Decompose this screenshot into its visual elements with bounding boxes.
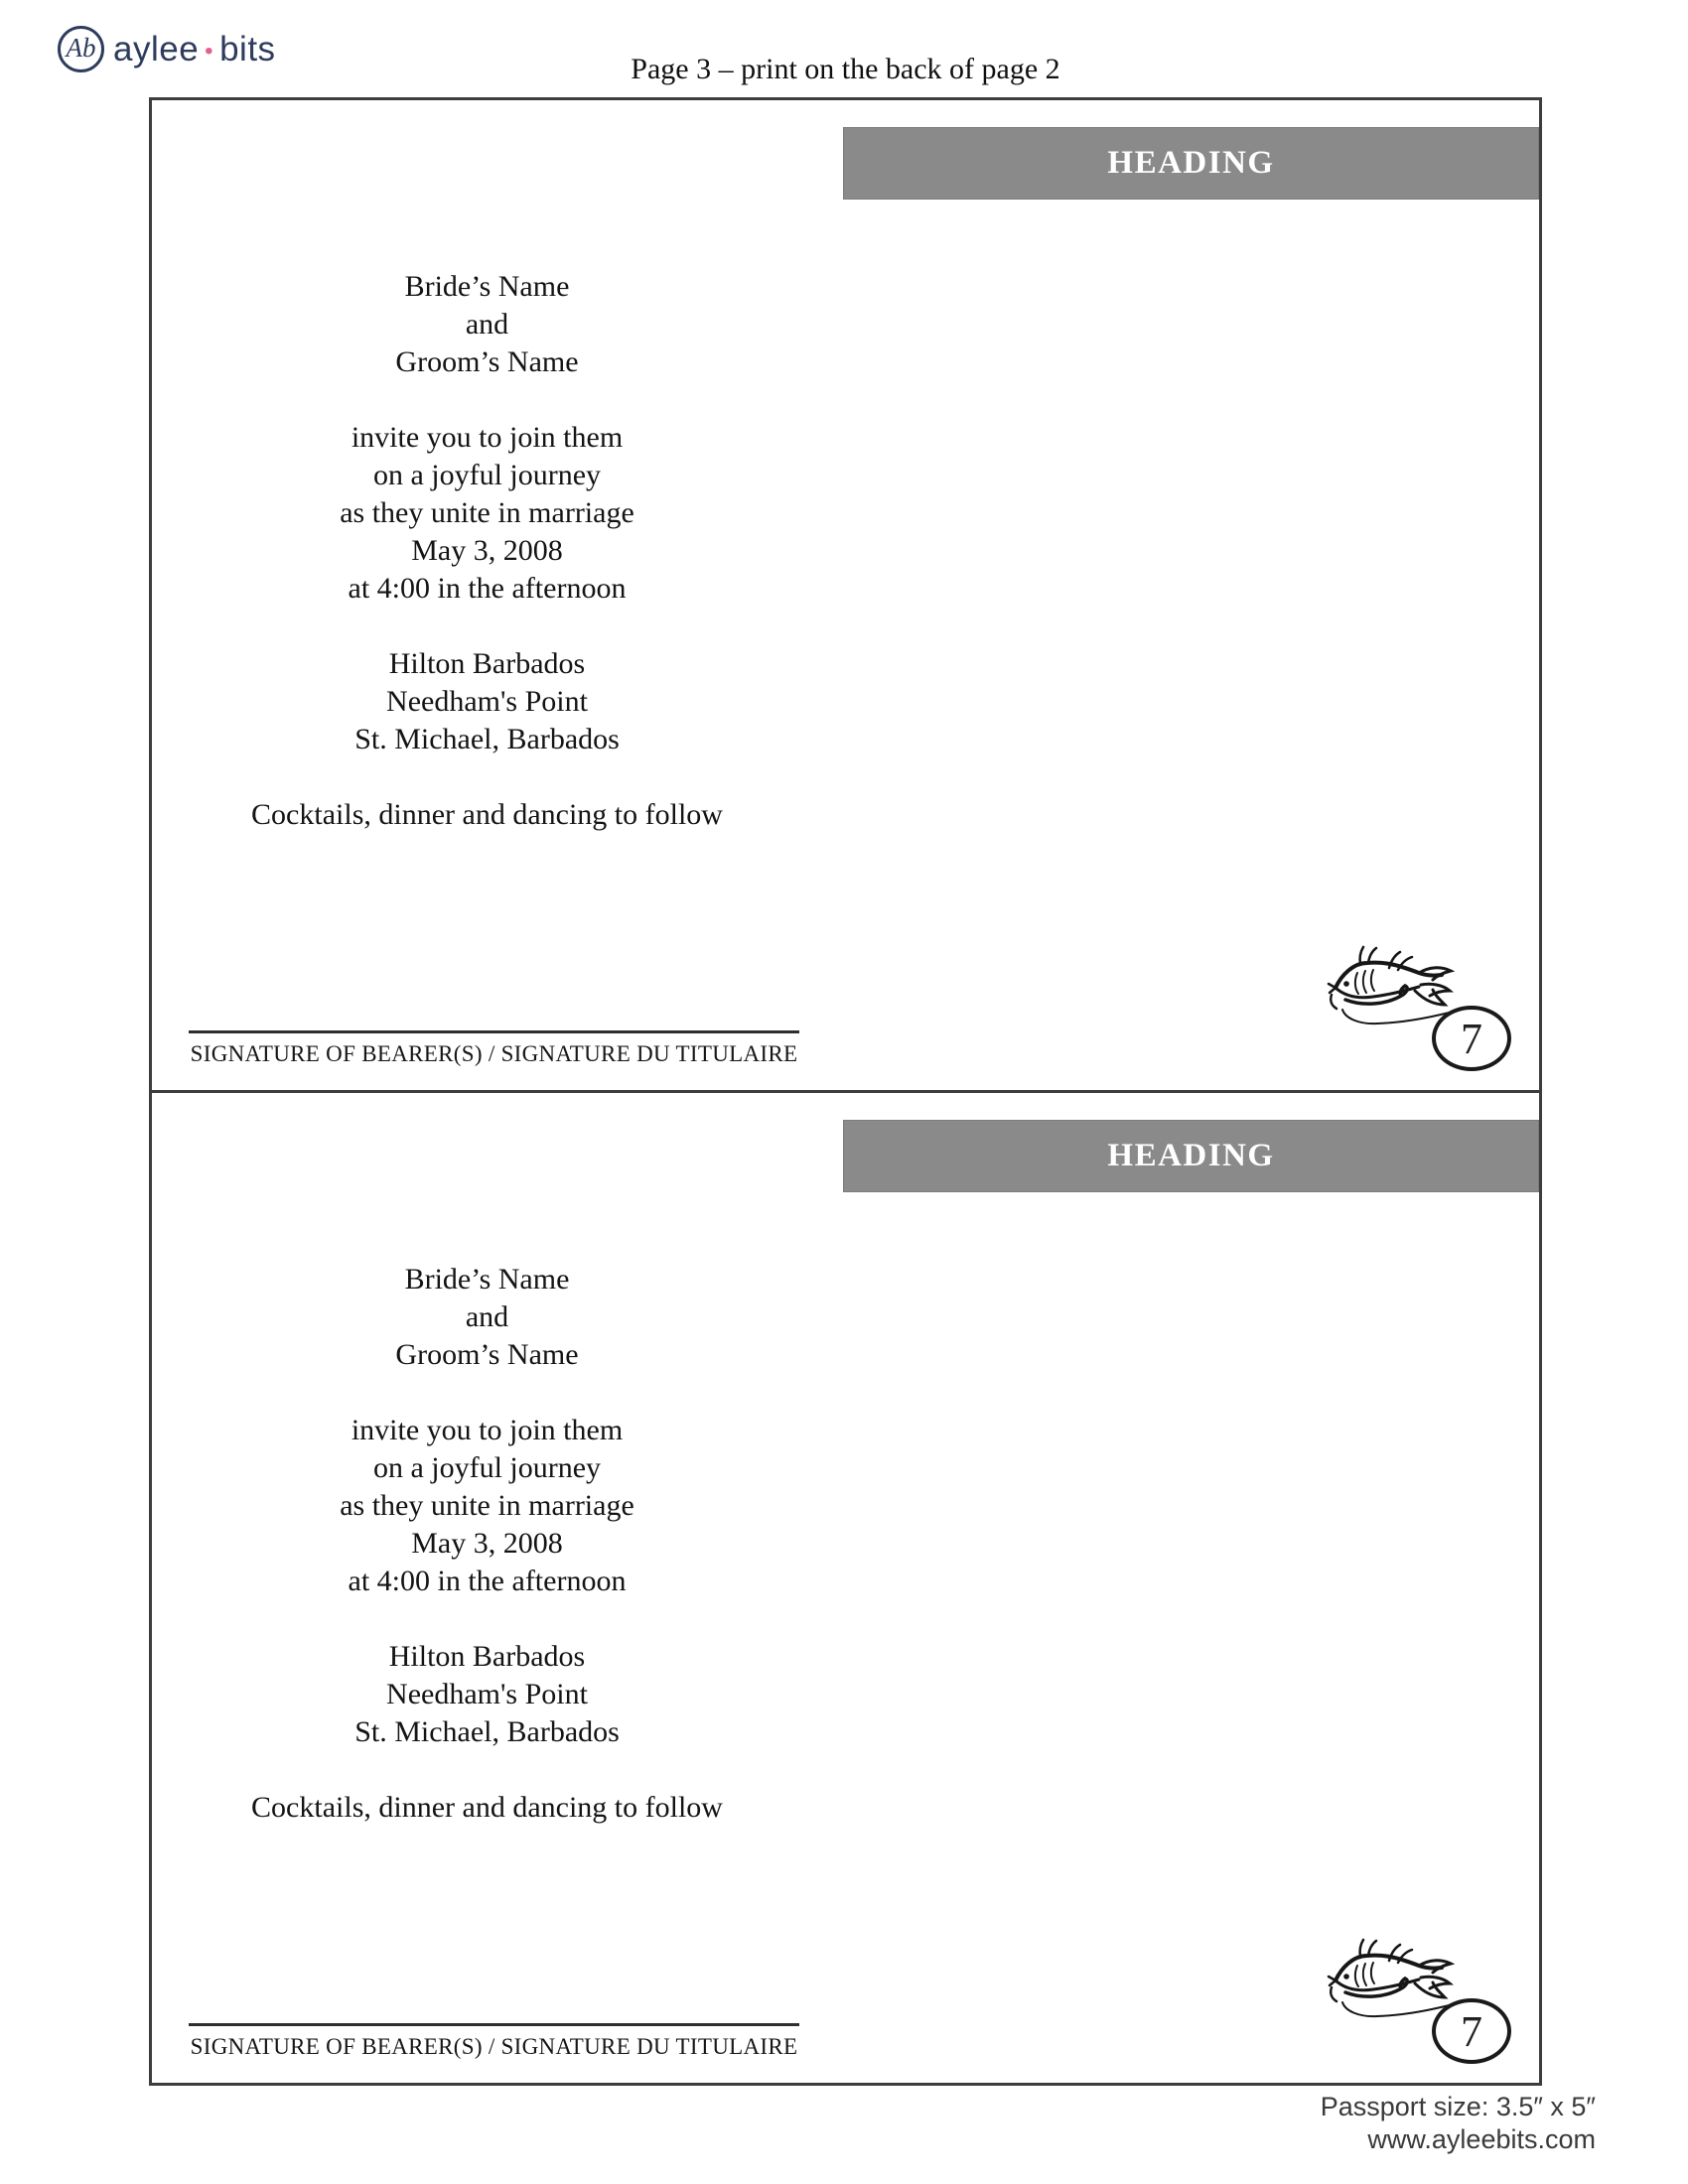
page-note: Page 3 – print on the back of page 2 — [631, 53, 1060, 85]
invitation-line: St. Michael, Barbados — [354, 1715, 620, 1748]
heading-label: HEADING — [1107, 1138, 1275, 1173]
wordmark-dot-icon: • — [205, 37, 214, 65]
invitation-line: at 4:00 in the afternoon — [348, 1565, 627, 1597]
invitation-line — [152, 381, 822, 419]
invitation-line: Groom’s Name — [395, 345, 579, 378]
invitation-line: Hilton Barbados — [388, 1640, 586, 1673]
invitation-line: Needham's Point — [386, 1678, 588, 1710]
invitation-line: invite you to join them — [351, 421, 624, 454]
invitation-line: St. Michael, Barbados — [354, 723, 620, 755]
page-number-badge — [1432, 1006, 1511, 1071]
invitation-line: and — [465, 308, 509, 341]
ayleebits-monogram-icon: Ab — [58, 26, 104, 72]
signature-line-label: SIGNATURE OF BEARER(S) / SIGNATURE DU TITULAIRE — [189, 1030, 799, 1067]
heading-label: HEADING — [1107, 145, 1275, 181]
invitation-line: Bride’s Name — [404, 1263, 570, 1296]
page-number-badge — [1432, 1998, 1511, 2064]
invitation-line: on a joyful journey — [372, 459, 602, 491]
invitation-line: Bride’s Name — [404, 270, 570, 303]
wordmark-bits: bits — [219, 29, 276, 68]
invitation-line — [152, 608, 822, 645]
invitation-text-block — [152, 1261, 822, 1827]
invitation-line: Groom’s Name — [395, 1338, 579, 1371]
wordmark-aylee: aylee — [113, 29, 200, 68]
passport-size-note: Passport size: 3.5″ x 5″ — [1320, 2092, 1596, 2121]
invitation-line — [152, 1751, 822, 1789]
invitation-text-block — [152, 268, 822, 834]
invitation-line: at 4:00 in the afternoon — [348, 572, 627, 605]
invitation-line: as they unite in marriage — [340, 1489, 634, 1522]
invitation-line: on a joyful journey — [372, 1451, 602, 1484]
signature-line-label: SIGNATURE OF BEARER(S) / SIGNATURE DU TITULAIRE — [189, 2023, 799, 2060]
invitation-line: Cocktails, dinner and dancing to follow — [251, 1791, 723, 1824]
invitation-line: May 3, 2008 — [411, 534, 563, 567]
page-number: 7 — [1461, 1014, 1482, 1063]
heading-bar — [843, 127, 1539, 200]
heading-bar — [843, 1120, 1539, 1192]
invitation-line: Hilton Barbados — [388, 647, 586, 680]
invitation-line: May 3, 2008 — [411, 1527, 563, 1560]
passport-panel-2 — [152, 1090, 1539, 2083]
invitation-line: Needham's Point — [386, 685, 588, 718]
template-sheet — [149, 97, 1542, 2086]
website-url: www.ayleebits.com — [1367, 2124, 1596, 2154]
invitation-line: and — [465, 1300, 509, 1333]
footer-note — [1321, 2091, 1596, 2156]
invitation-line: invite you to join them — [351, 1414, 624, 1446]
invitation-line — [152, 758, 822, 796]
invitation-line — [152, 1374, 822, 1412]
invitation-line: Cocktails, dinner and dancing to follow — [251, 798, 723, 831]
invitation-line — [152, 1600, 822, 1638]
passport-panel-1 — [152, 100, 1539, 1090]
invitation-line: as they unite in marriage — [340, 496, 634, 529]
page-number: 7 — [1461, 2006, 1482, 2056]
